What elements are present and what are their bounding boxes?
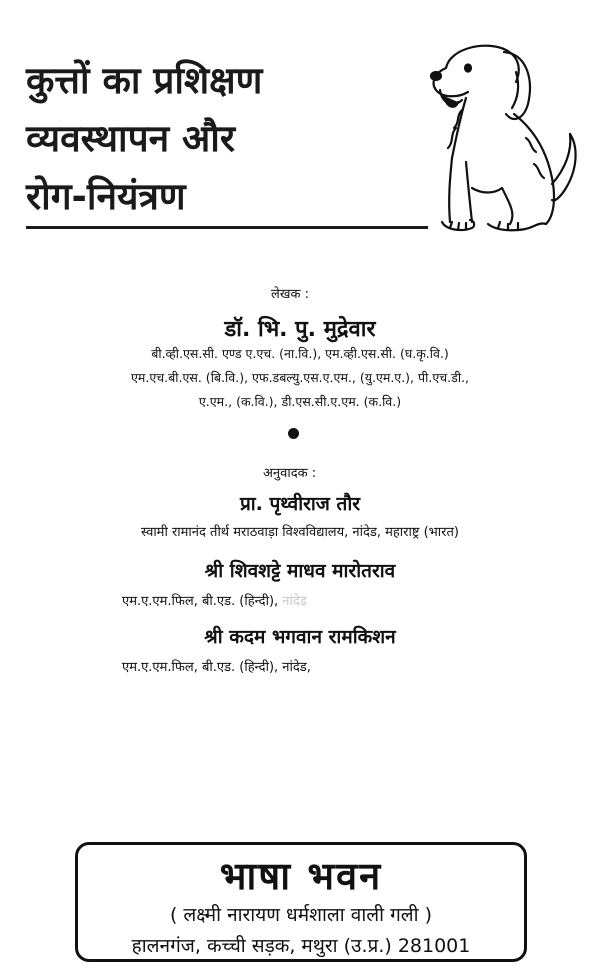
publisher-name: भाषा भवन [219, 854, 383, 898]
translator-2-name: श्री शिवशट्टे माधव मारोतराव [204, 560, 396, 582]
publisher-address-1: ( लक्ष्मी नारायण धर्मशाला वाली गली ) [169, 904, 433, 926]
dog-illustration-icon [406, 38, 590, 248]
translator-2-qualification: एम.ए.एम.फिल, बी.एड. (हिन्दी), [122, 594, 279, 609]
book-title [26, 52, 406, 226]
translator-1-affiliation: स्वामी रामानंद तीर्थ मराठवाड़ा विश्वविद्यालय, नांदेड, महाराष्ट्र (भारत) [141, 525, 459, 540]
translator-2-city: नांदेड [282, 594, 307, 609]
author-qualification-2: एम.एच.बी.एस. (बि.वि.), एफ.डबल्यु.एस.ए.एम., (यु.एम.ए.), पी.एच.डी., [130, 370, 470, 385]
title-underline [26, 226, 428, 229]
translator-1-name: प्रा. पृथ्वीराज तौर [239, 493, 361, 515]
publisher-address-2: हालनगंज, कच्ची सड़क, मथुरा (उ.प्र.) 281001 [131, 935, 471, 957]
title-line-2: व्यवस्थापन और [26, 117, 235, 160]
translator-3-detail: एम.ए.एम.फिल, बी.एड. (हिन्दी), नांदेड, [122, 660, 311, 675]
translator-3-name: श्री कदम भगवान रामकिशन [204, 626, 396, 648]
translator-2-detail [122, 591, 307, 609]
author-label: लेखक : [271, 287, 309, 302]
author-qualification-1: बी.व्ही.एस.सी. एण्ड ए.एच. (ना.वि.), एम.व्ही.एस.सी. (घ.कृ.वि.) [151, 346, 449, 361]
title-line-3: रोग-नियंत्रण [26, 175, 186, 218]
author-qualification-3: ए.एम., (क.वि.), डी.एस.सी.ए.एम. (क.वि.) [198, 394, 402, 409]
bullet-dot-icon [288, 428, 299, 439]
translators-label: अनुवादक : [263, 466, 317, 481]
title-line-1: कुत्तों का प्रशिक्षण [26, 59, 263, 102]
publisher-box [75, 842, 527, 962]
author-name: डॉ. भि. पु. मुद्रेवार [224, 317, 376, 342]
